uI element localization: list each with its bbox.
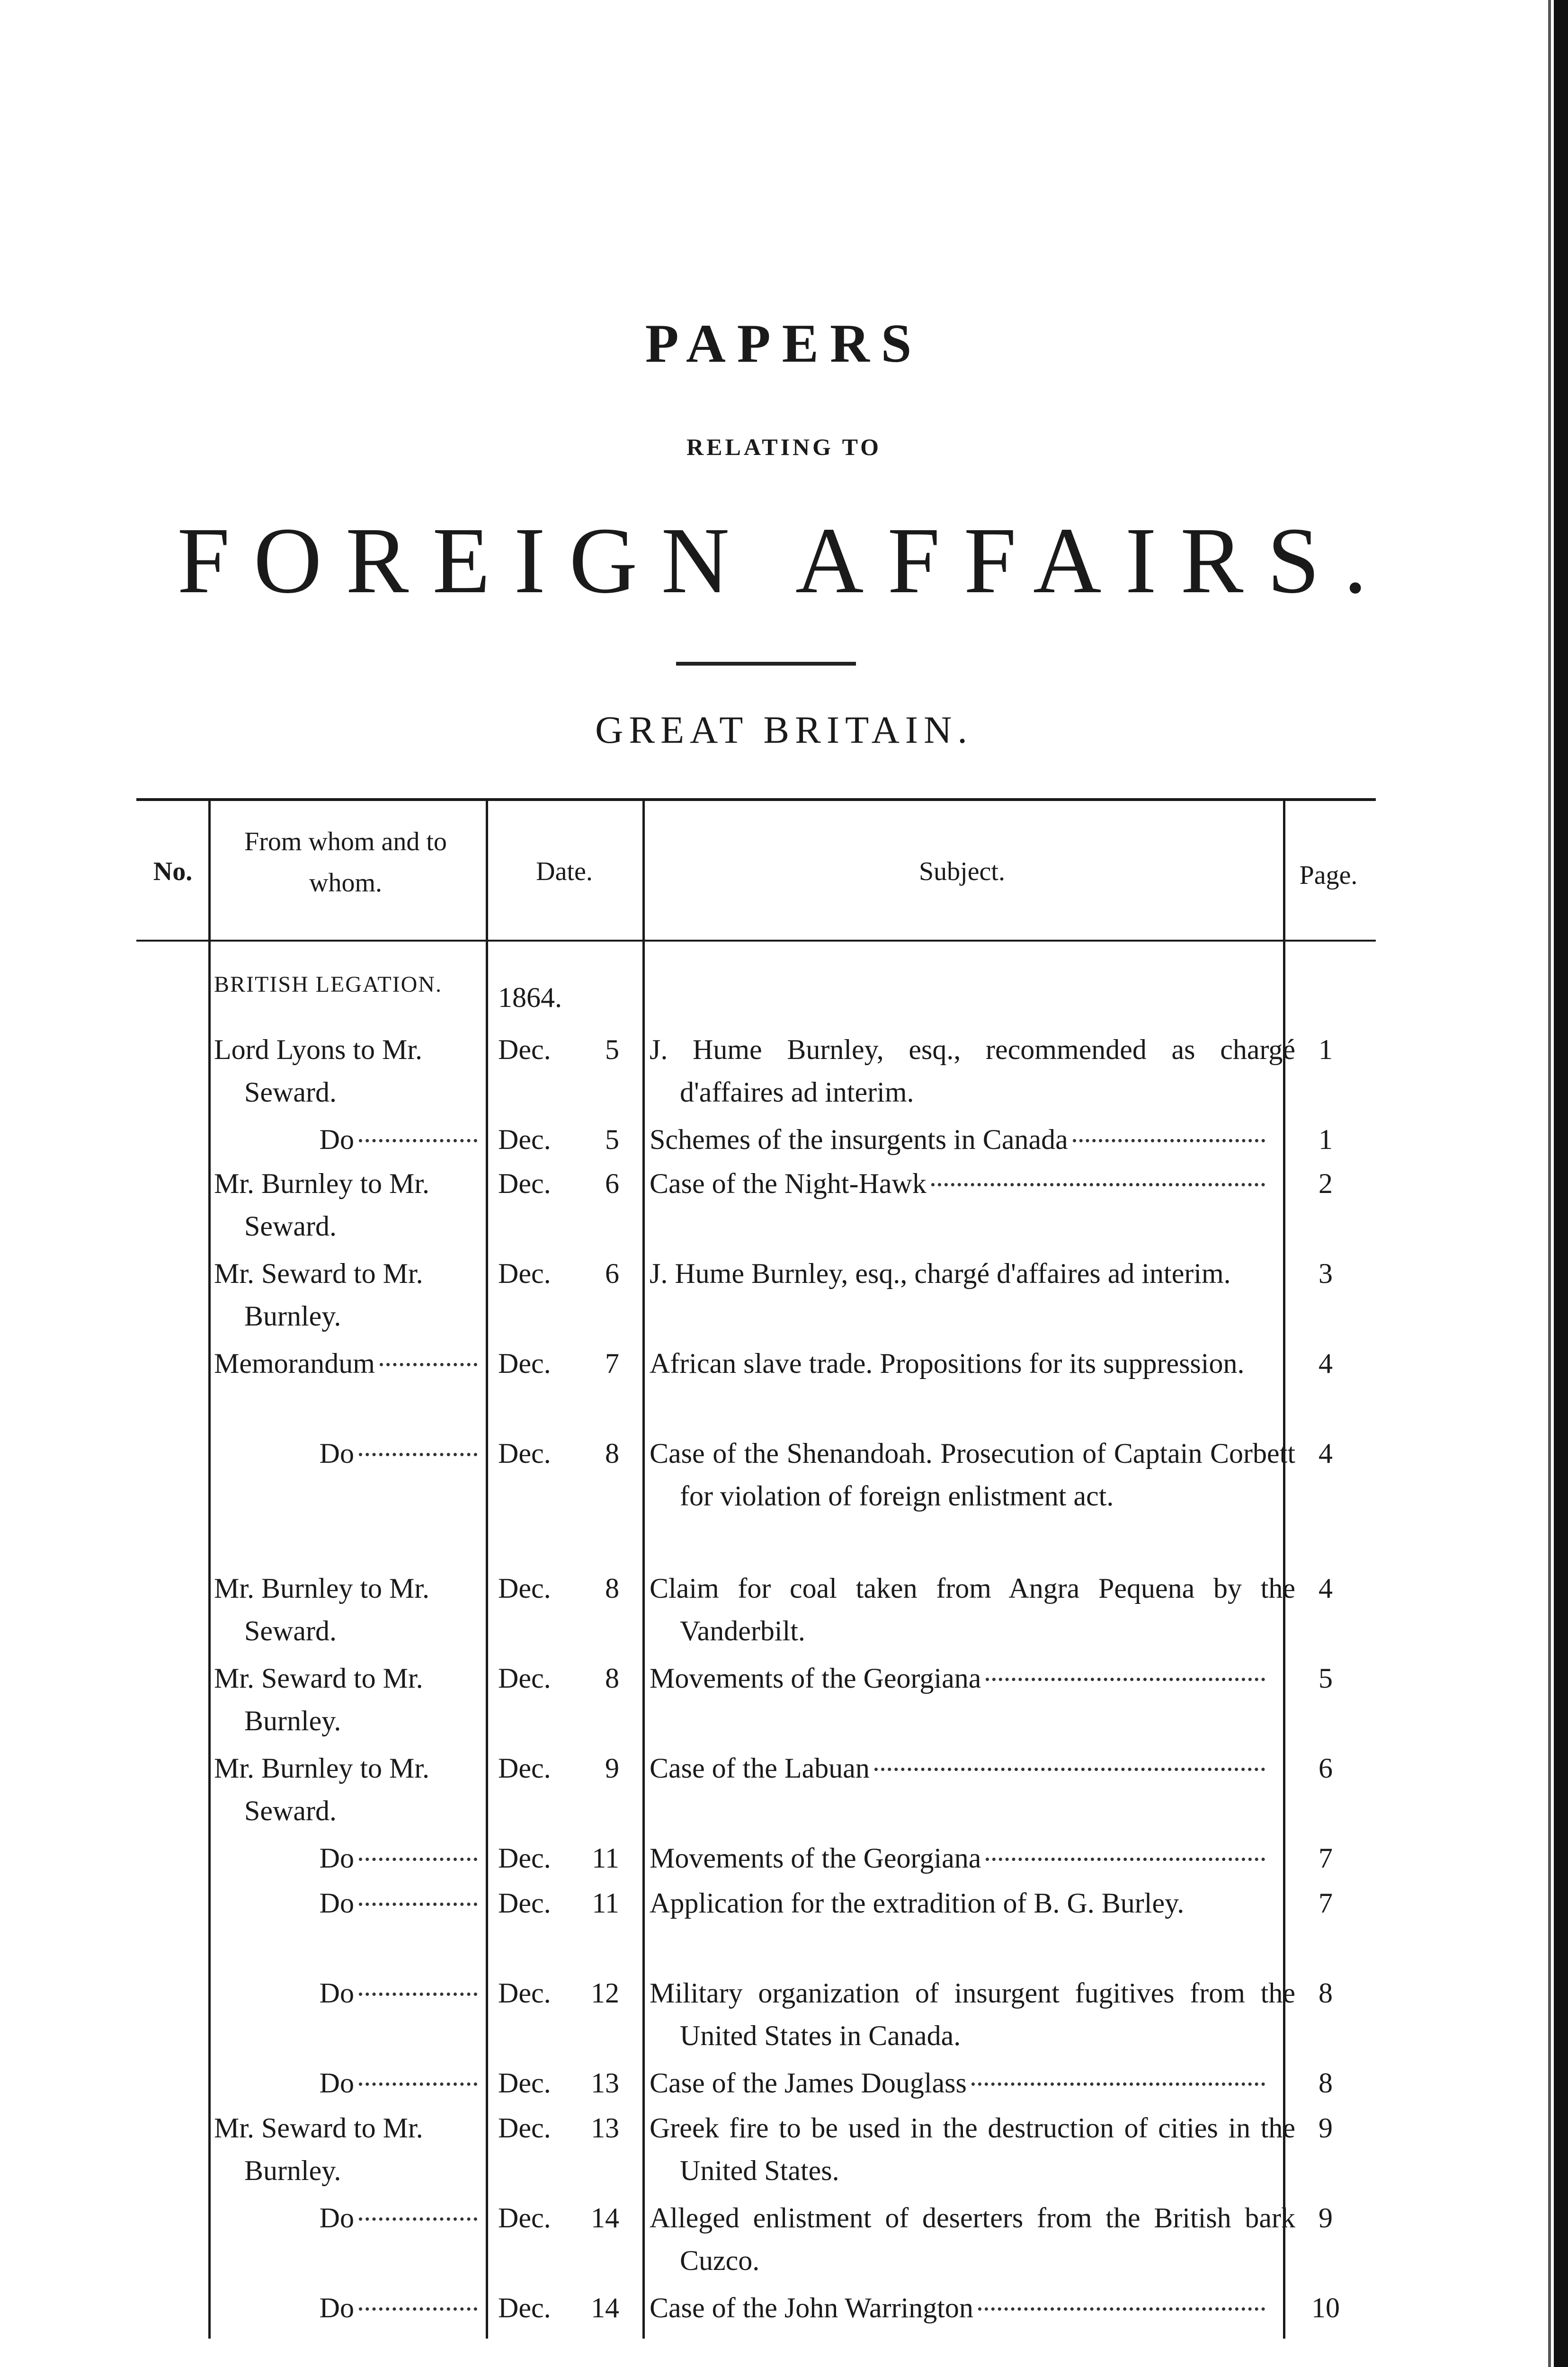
table-row-page: 2: [1319, 1168, 1333, 1199]
table-row-from: [214, 2287, 477, 2329]
title-country: GREAT BRITAIN.: [595, 708, 973, 751]
table-row-subject: [650, 1657, 1265, 1700]
dot-leader: [359, 2307, 477, 2311]
table-row-month: Dec.: [498, 1663, 551, 1694]
table-row-subject: Case of the Shenandoah. Prosecution of Captain Corbett for violation of foreign enlistment act.: [650, 1438, 1295, 1512]
dot-leader: [971, 2082, 1265, 2086]
table-row-month: Dec.: [498, 1124, 551, 1155]
table-row-page: 9: [1319, 2112, 1333, 2144]
table-row-subject: [650, 2287, 1265, 2329]
table-row-page: 3: [1319, 1258, 1333, 1289]
table-row-page: 6: [1319, 1753, 1333, 1784]
table-row-subject: [650, 2062, 1265, 2104]
table-row-subject: Claim for coal taken from Angra Pequena by the Vanderbilt.: [650, 1573, 1295, 1646]
table-row-from: Lord Lyons to Mr. Seward.: [214, 1034, 423, 1108]
subject-text: Movements of the Georgiana: [650, 1842, 981, 1874]
subject-text: Case of the John Warrington: [650, 2292, 973, 2323]
from-text: Do: [319, 1977, 354, 2009]
table-row-subject: [650, 1747, 1265, 1789]
dot-leader: [359, 2082, 477, 2086]
subject-text: Case of the James Douglass: [650, 2067, 967, 2099]
table-row-from: [214, 1972, 477, 2014]
table-row-page: 1: [1319, 1034, 1333, 1065]
from-text: Do: [319, 2202, 354, 2234]
table-row-subject: Alleged enlistment of deserters from the British bark Cuzco.: [650, 2202, 1295, 2276]
table-row-day: 11: [592, 1887, 619, 1919]
dot-leader: [359, 1858, 477, 1861]
table-row-month: Dec.: [498, 1168, 551, 1199]
table-row-subject: [650, 1837, 1265, 1879]
table-row-day: 5: [605, 1124, 619, 1155]
table-row-from: [214, 1882, 477, 1924]
table-row-subject: Military organization of insurgent fugitives from the United States in Canada.: [650, 1977, 1295, 2051]
from-text: Do: [319, 1887, 354, 1919]
section-label: BRITISH LEGATION.: [214, 972, 442, 997]
table-row-page: 8: [1319, 2067, 1333, 2099]
header-no: No.: [153, 857, 193, 886]
table-row-from: [214, 1118, 477, 1161]
table-row-day: 8: [605, 1438, 619, 1469]
table-row-month: Dec.: [498, 2202, 551, 2234]
dot-leader: [978, 2307, 1265, 2311]
table-row-page: 8: [1319, 1977, 1333, 2009]
dot-leader: [359, 1453, 477, 1456]
header-date: Date.: [536, 857, 593, 886]
table-row-subject: [650, 1162, 1265, 1205]
table-row-page: 4: [1319, 1438, 1333, 1469]
from-text: Do: [319, 1842, 354, 1874]
table-row-subject: Application for the extradition of B. G. Burley.: [650, 1887, 1185, 1919]
table-row-day: 14: [591, 2292, 619, 2323]
title-foreign-affairs: FOREIGN AFFAIRS.: [177, 508, 1391, 613]
table-row-page: 7: [1319, 1842, 1333, 1874]
dot-leader: [359, 1139, 477, 1142]
table-row-month: Dec.: [498, 2292, 551, 2323]
subject-text: Case of the Night-Hawk: [650, 1168, 927, 1199]
header-page: Page.: [1299, 861, 1358, 890]
title-divider: [676, 662, 856, 666]
table-row-from: [214, 1342, 477, 1385]
dot-leader: [931, 1183, 1265, 1186]
dot-leader: [1073, 1139, 1265, 1142]
table-row-day: 9: [605, 1753, 619, 1784]
from-text: Do: [319, 1438, 354, 1469]
header-bottom-rule: [136, 940, 1376, 942]
table-row-month: Dec.: [498, 1573, 551, 1604]
table-row-from: Mr. Seward to Mr. Burnley.: [214, 2112, 423, 2186]
table-row-month: Dec.: [498, 1753, 551, 1784]
dot-leader: [874, 1768, 1265, 1771]
table-row-subject: African slave trade. Propositions for its suppression.: [650, 1348, 1245, 1379]
subject-text: Case of the Labuan: [650, 1753, 870, 1784]
table-row-subject: J. Hume Burnley, esq., chargé d'affaires ad interim.: [650, 1258, 1231, 1289]
table-row-day: 14: [591, 2202, 619, 2234]
table-row-page: 10: [1311, 2292, 1340, 2323]
dot-leader: [986, 1678, 1265, 1681]
table-row-subject: Greek fire to be used in the destruction of cities in the United States.: [650, 2112, 1295, 2186]
table-row-day: 13: [591, 2067, 619, 2099]
table-row-day: 6: [605, 1258, 619, 1289]
table-row-from: Mr. Seward to Mr. Burnley.: [214, 1663, 423, 1736]
col-divider-date: [642, 800, 645, 2339]
table-row-from: [214, 2197, 477, 2239]
table-row-month: Dec.: [498, 1258, 551, 1289]
table-row-page: 5: [1319, 1663, 1333, 1694]
table-row-from: Mr. Burnley to Mr. Seward.: [214, 1573, 430, 1646]
table-row-day: 11: [592, 1842, 619, 1874]
table-row-page: 4: [1319, 1348, 1333, 1379]
table-row-day: 8: [605, 1573, 619, 1604]
table-row-month: Dec.: [498, 1977, 551, 2009]
table-row-month: Dec.: [498, 1842, 551, 1874]
table-top-rule: [136, 798, 1376, 801]
header-from-to: From whom and to whom.: [244, 827, 447, 898]
from-text: Do: [319, 2292, 354, 2323]
table-row-from: Mr. Burnley to Mr. Seward.: [214, 1168, 430, 1242]
table-row-month: Dec.: [498, 2067, 551, 2099]
col-divider-no: [208, 800, 211, 2339]
table-row-from: [214, 2062, 477, 2104]
from-text: Do: [319, 1124, 354, 1155]
table-row-page: 1: [1319, 1124, 1333, 1155]
table-row-page: 4: [1319, 1573, 1333, 1604]
table-row-subject: J. Hume Burnley, esq., recommended as chargé d'affaires ad interim.: [650, 1034, 1295, 1108]
title-papers: PAPERS: [645, 313, 923, 374]
table-row-day: 7: [605, 1348, 619, 1379]
table-row-month: Dec.: [498, 1438, 551, 1469]
table-row-from: [214, 1837, 477, 1879]
table-row-month: Dec.: [498, 1034, 551, 1065]
table-row-page: 9: [1319, 2202, 1333, 2234]
table-row-day: 6: [605, 1168, 619, 1199]
table-row-month: Dec.: [498, 1348, 551, 1379]
dot-leader: [359, 1903, 477, 1906]
from-text: Memorandum: [214, 1348, 375, 1379]
table-row-from: Mr. Seward to Mr. Burnley.: [214, 1258, 423, 1332]
dot-leader: [380, 1363, 477, 1366]
table-row-day: 8: [605, 1663, 619, 1694]
subject-text: Schemes of the insurgents in Canada: [650, 1124, 1068, 1155]
dot-leader: [359, 1993, 477, 1996]
table-row-month: Dec.: [498, 2112, 551, 2144]
table-row-day: 12: [591, 1977, 619, 2009]
subject-text: Movements of the Georgiana: [650, 1663, 981, 1694]
table-row-page: 7: [1319, 1887, 1333, 1919]
dot-leader: [359, 2217, 477, 2221]
dot-leader: [986, 1858, 1265, 1861]
table-row-from: [214, 1432, 477, 1475]
table-row-from: Mr. Burnley to Mr. Seward.: [214, 1753, 430, 1826]
year-label: 1864.: [498, 982, 562, 1013]
table-row-subject: [650, 1118, 1265, 1161]
table-row-day: 5: [605, 1034, 619, 1065]
title-relating-to: RELATING TO: [686, 434, 882, 460]
header-subject: Subject.: [919, 857, 1005, 886]
table-row-month: Dec.: [498, 1887, 551, 1919]
from-text: Do: [319, 2067, 354, 2099]
table-row-day: 13: [591, 2112, 619, 2144]
